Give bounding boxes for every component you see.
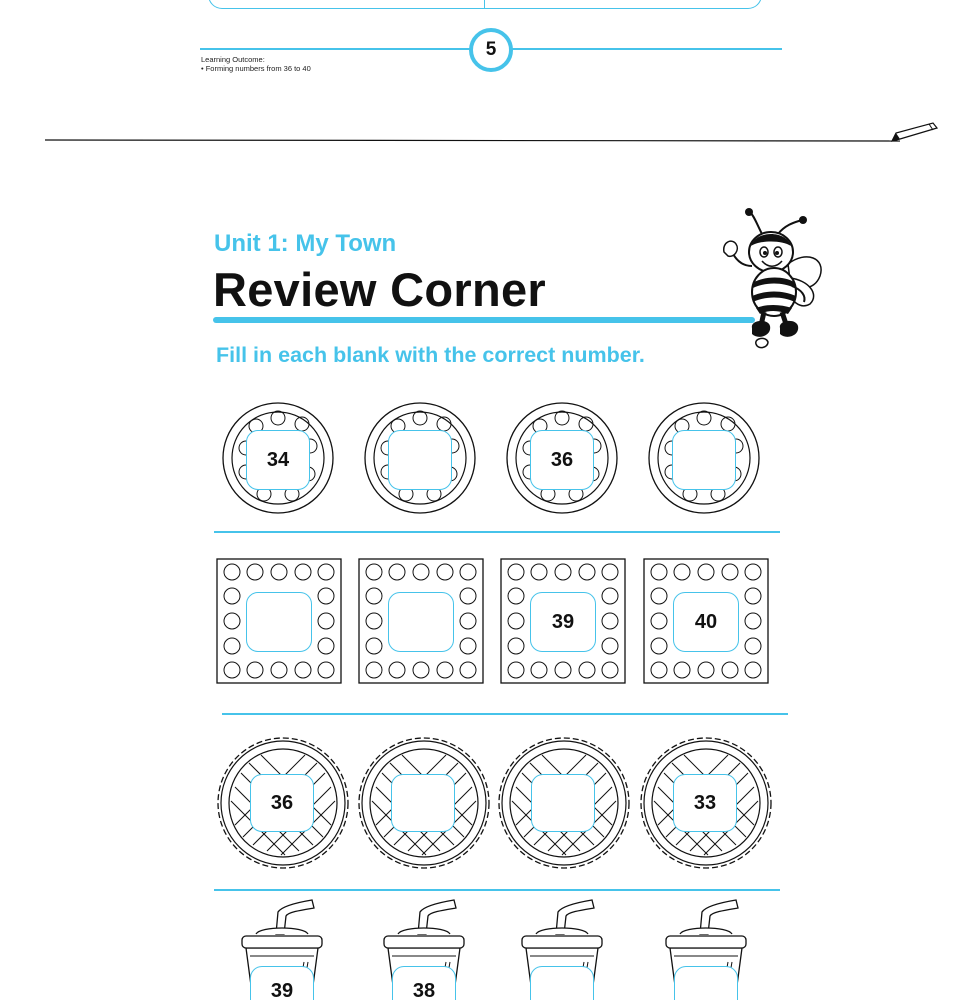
number-box[interactable]: 40 — [673, 592, 739, 652]
square-tile-item — [500, 558, 626, 684]
row-divider — [214, 889, 780, 891]
number-box[interactable]: 36 — [530, 430, 594, 490]
instruction-text: Fill in each blank with the correct number. — [216, 343, 645, 367]
row-divider — [222, 713, 788, 715]
pie-item — [216, 736, 350, 870]
number-box[interactable] — [674, 966, 738, 1000]
number-box[interactable]: 39 — [250, 966, 314, 1000]
footer-rule-left — [200, 48, 472, 50]
number-box[interactable]: 38 — [392, 966, 456, 1000]
learning-outcome-item: • Forming numbers from 36 to 40 — [201, 64, 311, 73]
previous-answer-divider — [484, 0, 485, 8]
number-box[interactable]: 34 — [246, 430, 310, 490]
learning-outcome — [201, 55, 311, 73]
previous-answer-box — [208, 0, 762, 9]
number-box[interactable] — [246, 592, 312, 652]
number-box[interactable] — [530, 966, 594, 1000]
pie-item — [497, 736, 631, 870]
number-box[interactable]: 36 — [250, 774, 314, 832]
row-divider — [214, 531, 780, 533]
number-box[interactable]: 39 — [530, 592, 596, 652]
round-plate-item — [506, 402, 618, 514]
cup-item — [516, 898, 608, 1000]
learning-outcome-heading: Learning Outcome: — [201, 55, 265, 64]
cup-item — [378, 898, 470, 1000]
cup-item — [236, 898, 328, 1000]
title-underline — [213, 317, 755, 323]
number-box[interactable]: 33 — [673, 774, 737, 832]
page-separator — [40, 116, 945, 150]
round-plate-item — [648, 402, 760, 514]
bee-mascot-icon — [716, 206, 828, 354]
cup-item — [660, 898, 752, 1000]
pencil-icon — [892, 123, 937, 141]
unit-title: Unit 1: My Town — [214, 230, 397, 257]
square-tile-item — [216, 558, 342, 684]
number-box[interactable] — [388, 430, 452, 490]
pie-item — [357, 736, 491, 870]
number-box[interactable] — [388, 592, 454, 652]
square-tile-item — [643, 558, 769, 684]
round-plate-item — [364, 402, 476, 514]
pie-item — [639, 736, 773, 870]
square-tile-item — [358, 558, 484, 684]
round-plate-item — [222, 402, 334, 514]
footer-rule-right — [508, 48, 782, 50]
page-title: Review Corner — [213, 263, 547, 316]
number-box[interactable] — [531, 774, 595, 832]
number-box[interactable] — [672, 430, 736, 490]
page-number: 5 — [469, 28, 513, 72]
number-box[interactable] — [391, 774, 455, 832]
